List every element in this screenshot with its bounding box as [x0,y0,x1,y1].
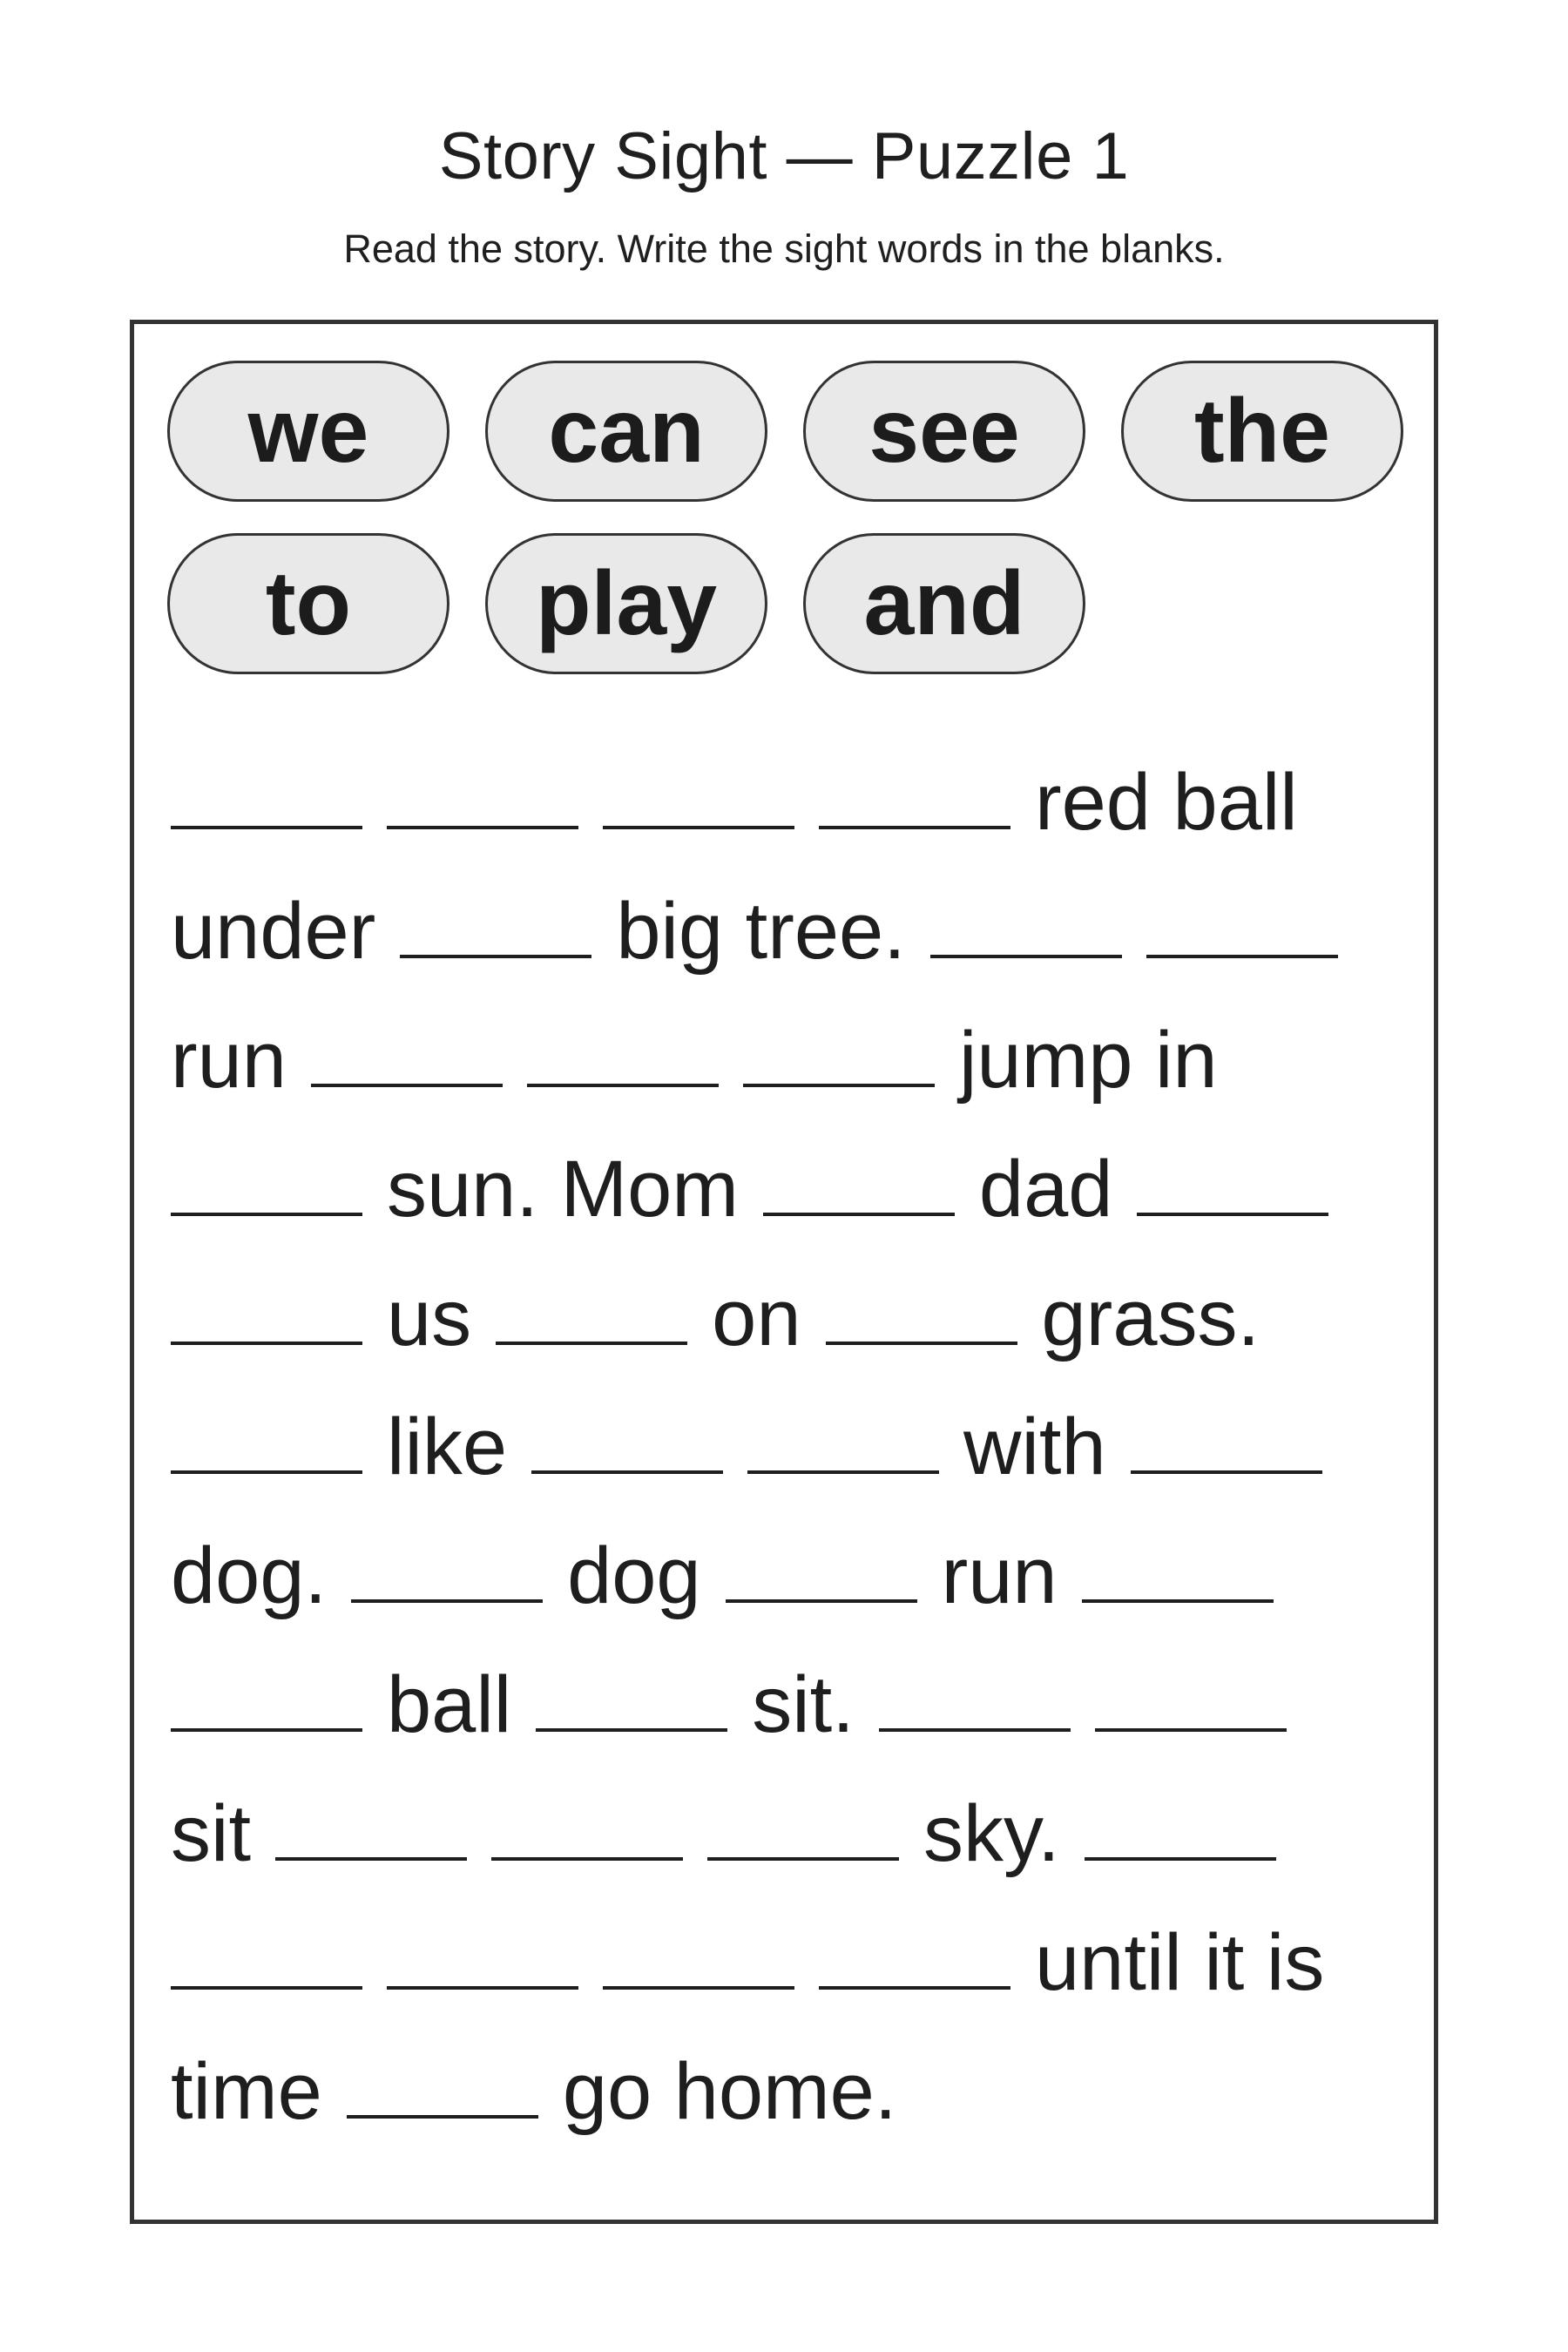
answer-blank[interactable] [763,1132,955,1216]
story-word: dog. [171,1531,328,1620]
story-word: on [712,1274,801,1362]
story-line [171,1125,1408,1254]
answer-blank[interactable] [387,1906,578,1990]
answer-blank[interactable] [1085,1777,1276,1861]
answer-blank[interactable] [387,746,578,829]
word-chip-play[interactable]: play [485,533,767,674]
story-word: jump in [958,1016,1218,1105]
story-line [171,1640,1408,1769]
story-word: sky. [923,1789,1060,1878]
page-title: Story Sight — Puzzle 1 [438,119,1130,193]
story-line [171,2027,1408,2156]
answer-blank[interactable] [819,1906,1010,1990]
puzzle-frame [130,320,1438,2224]
story-line [171,1254,1408,1382]
answer-blank[interactable] [171,746,362,829]
story-word: sit [171,1789,251,1878]
answer-blank[interactable] [171,1261,362,1345]
word-chip-can[interactable]: can [485,361,767,502]
word-chip-see[interactable]: see [803,361,1085,502]
answer-blank[interactable] [930,875,1122,958]
story-word: dog [567,1531,701,1620]
word-chip-the[interactable]: the [1121,361,1403,502]
answer-blank[interactable] [496,1261,687,1345]
answer-blank[interactable] [707,1777,899,1861]
word-chip-to[interactable]: to [167,533,449,674]
answer-blank[interactable] [819,746,1010,829]
answer-blank[interactable] [743,1004,935,1087]
story-word: big tree. [616,887,906,976]
story-word: sit. [752,1660,855,1749]
story-word: like [387,1402,508,1491]
answer-blank[interactable] [1082,1519,1274,1603]
answer-blank[interactable] [1137,1132,1328,1216]
story-word: sun. Mom [387,1145,739,1233]
story-word: ball [387,1660,512,1749]
answer-blank[interactable] [536,1648,727,1732]
story-line [171,1769,1408,1898]
story-word: dad [978,1145,1113,1233]
story-line [171,996,1408,1125]
answer-blank[interactable] [826,1261,1017,1345]
answer-blank[interactable] [1095,1648,1287,1732]
answer-blank[interactable] [491,1777,683,1861]
story-line [171,867,1408,996]
story-word: with [963,1402,1106,1491]
story-word: grass. [1041,1274,1260,1362]
answer-blank[interactable] [527,1004,719,1087]
answer-blank[interactable] [351,1519,543,1603]
story-word: red ball [1035,758,1298,847]
answer-blank[interactable] [171,1906,362,1990]
answer-blank[interactable] [171,1132,362,1216]
answer-blank[interactable] [311,1004,503,1087]
story-line [171,738,1408,867]
answer-blank[interactable] [347,2035,538,2119]
answer-blank[interactable] [603,1906,794,1990]
word-chip-and[interactable]: and [803,533,1085,674]
story-word: us [387,1274,472,1362]
story-word: go home. [562,2047,897,2136]
answer-blank[interactable] [1146,875,1338,958]
answer-blank[interactable] [747,1390,939,1474]
story-text [171,738,1408,2156]
instructions: Read the story. Write the sight words in the blanks. [343,226,1225,271]
word-chip-we[interactable]: we [167,361,449,502]
answer-blank[interactable] [726,1519,917,1603]
answer-blank[interactable] [1131,1390,1322,1474]
story-line [171,1898,1408,2027]
story-word: run [941,1531,1058,1620]
story-word: until it is [1035,1918,1325,2007]
story-line [171,1382,1408,1511]
answer-blank[interactable] [879,1648,1071,1732]
answer-blank[interactable] [531,1390,723,1474]
story-line [171,1511,1408,1640]
answer-blank[interactable] [275,1777,467,1861]
story-word: run [171,1016,287,1105]
story-word: under [171,887,376,976]
answer-blank[interactable] [171,1648,362,1732]
answer-blank[interactable] [603,746,794,829]
answer-blank[interactable] [400,875,591,958]
answer-blank[interactable] [171,1390,362,1474]
story-word: time [171,2047,322,2136]
